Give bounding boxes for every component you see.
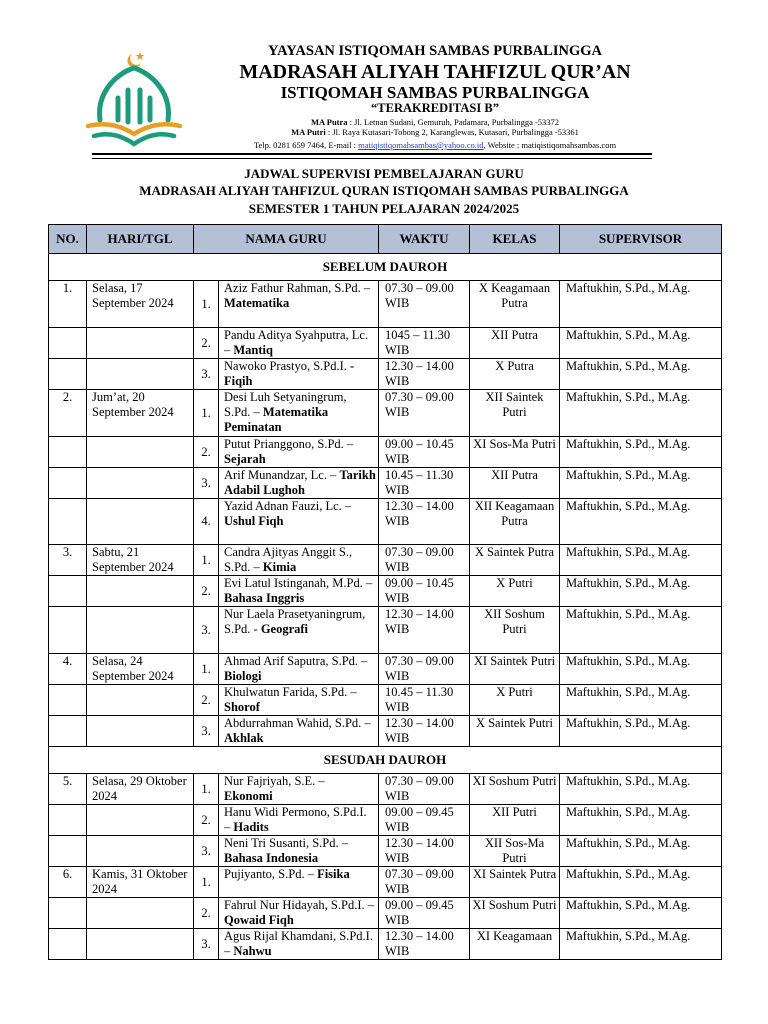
day-number-cell: 3.	[49, 545, 87, 576]
supervisor-cell: Maftukhin, S.Pd., M.Ag.	[560, 359, 722, 390]
time-cell: 07.30 – 09.00 WIB	[379, 545, 470, 576]
class-cell: XI Soshum Putri	[470, 898, 560, 929]
teacher-cell	[219, 576, 379, 607]
class-cell: X Putri	[470, 685, 560, 716]
time-cell: 07.30 – 09.00 WIB	[379, 774, 470, 805]
day-date-cell: Sabtu, 21 September 2024	[87, 545, 194, 576]
supervisor-cell: Maftukhin, S.Pd., M.Ag.	[560, 499, 722, 545]
schedule-body	[49, 254, 722, 960]
subject-name: Matematika	[224, 296, 290, 310]
contact-suffix: , Website : matiqistiqomahsambas.com	[483, 140, 617, 150]
teacher-cell	[219, 836, 379, 867]
teacher-number-cell: 3.	[194, 836, 219, 867]
day-number-cell	[49, 685, 87, 716]
class-cell: XI Saintek Putra	[470, 867, 560, 898]
table-header-row	[49, 225, 722, 254]
teacher-name: Pujiyanto, S.Pd. –	[224, 867, 318, 881]
day-number-cell: 1.	[49, 281, 87, 328]
class-cell: XI Saintek Putri	[470, 654, 560, 685]
teacher-number-cell: 2.	[194, 685, 219, 716]
supervisor-cell: Maftukhin, S.Pd., M.Ag.	[560, 898, 722, 929]
subject-name: Akhlak	[224, 731, 264, 745]
subject-name: Kimia	[262, 560, 297, 574]
subject-name: Hadits	[233, 820, 269, 834]
header-guru: NAMA GURU	[194, 225, 379, 254]
contact-line	[200, 141, 670, 150]
teacher-number-cell: 4.	[194, 499, 219, 545]
section-row	[49, 747, 722, 774]
day-number-cell	[49, 836, 87, 867]
teacher-name: Putut Prianggono, S.Pd. –	[224, 437, 354, 451]
teacher-number-cell: 3.	[194, 929, 219, 960]
subject-name: Bahasa Indonesia	[224, 851, 319, 865]
time-cell: 09.00 – 10.45 WIB	[379, 437, 470, 468]
teacher-number-cell: 2.	[194, 328, 219, 359]
subject-name: Matematika Peminatan	[224, 405, 329, 434]
day-date-cell	[87, 437, 194, 468]
teacher-name: Abdurrahman Wahid, S.Pd. –	[224, 716, 371, 730]
teacher-cell	[219, 281, 379, 328]
day-date-cell	[87, 929, 194, 960]
teacher-name: Candra Ajityas Anggit S., S.Pd. –	[224, 545, 353, 574]
time-cell: 07.30 – 09.00 WIB	[379, 390, 470, 437]
class-cell: XI Keagamaan	[470, 929, 560, 960]
teacher-number-cell: 2.	[194, 898, 219, 929]
supervisor-cell: Maftukhin, S.Pd., M.Ag.	[560, 685, 722, 716]
time-cell: 07.30 – 09.00 WIB	[379, 654, 470, 685]
time-cell: 10.45 – 11.30 WIB	[379, 468, 470, 499]
time-cell: 09.00 – 09.45 WIB	[379, 805, 470, 836]
class-cell: XII Sos-Ma Putri	[470, 836, 560, 867]
day-date-cell: Kamis, 31 Oktober 2024	[87, 867, 194, 898]
teacher-name: Nur Laela Prasetyaningrum, S.Pd. -	[224, 607, 366, 636]
supervisor-cell: Maftukhin, S.Pd., M.Ag.	[560, 468, 722, 499]
day-date-cell	[87, 836, 194, 867]
section-row	[49, 254, 722, 281]
day-date-cell	[87, 328, 194, 359]
teacher-name: Khulwatun Farida, S.Pd. –	[224, 685, 357, 699]
time-cell: 12.30 – 14.00 WIB	[379, 929, 470, 960]
header-no: NO.	[49, 225, 87, 254]
supervisor-cell: Maftukhin, S.Pd., M.Ag.	[560, 281, 722, 328]
teacher-number-cell: 1.	[194, 867, 219, 898]
supervisor-cell: Maftukhin, S.Pd., M.Ag.	[560, 437, 722, 468]
teacher-name: Nur Fajriyah, S.E. –	[224, 774, 325, 788]
subject-name: Ushul Fiqh	[224, 514, 284, 528]
table-row	[49, 328, 722, 359]
table-row	[49, 607, 722, 654]
day-date-cell	[87, 576, 194, 607]
day-date-cell	[87, 607, 194, 654]
time-cell: 12.30 – 14.00 WIB	[379, 716, 470, 747]
day-date-cell: Selasa, 29 Oktober 2024	[87, 774, 194, 805]
putra-address: : Jl. Letnan Sudani, Gemuruh, Padamara, Purbalingga -53372	[347, 117, 560, 127]
contact-prefix: Telp. 0281 659 7464, E-mail :	[253, 140, 359, 150]
teacher-name: Arif Munandzar, Lc. –	[224, 468, 340, 482]
teacher-name: Aziz Fathur Rahman, S.Pd. –	[224, 281, 371, 295]
table-row	[49, 390, 722, 437]
teacher-number-cell: 3.	[194, 607, 219, 654]
teacher-number-cell: 1.	[194, 654, 219, 685]
teacher-cell	[219, 774, 379, 805]
subject-name: - Fiqih	[224, 359, 355, 388]
table-row	[49, 576, 722, 607]
header-supervisor: SUPERVISOR	[560, 225, 722, 254]
teacher-name: Fahrul Nur Hidayah, S.Pd.I. –	[224, 898, 374, 912]
class-cell: XII Soshum Putri	[470, 607, 560, 654]
supervisor-cell: Maftukhin, S.Pd., M.Ag.	[560, 774, 722, 805]
teacher-cell	[219, 390, 379, 437]
supervisor-cell: Maftukhin, S.Pd., M.Ag.	[560, 390, 722, 437]
table-row	[49, 468, 722, 499]
day-date-cell	[87, 898, 194, 929]
class-cell: XII Putra	[470, 468, 560, 499]
day-date-cell: Jum’at, 20 September 2024	[87, 390, 194, 437]
teacher-cell	[219, 607, 379, 654]
subject-name: Sejarah	[224, 452, 266, 466]
day-date-cell	[87, 716, 194, 747]
mosque-icon	[100, 68, 169, 122]
class-cell: X Putra	[470, 359, 560, 390]
teacher-number-cell: 1.	[194, 774, 219, 805]
teacher-number-cell: 1.	[194, 545, 219, 576]
table-row	[49, 867, 722, 898]
class-cell: X Saintek Putra	[470, 545, 560, 576]
teacher-cell	[219, 359, 379, 390]
letterhead-rule-thin	[92, 158, 652, 159]
day-date-cell	[87, 805, 194, 836]
section-label: SESUDAH DAUROH	[49, 747, 722, 774]
time-cell: 10.45 – 11.30 WIB	[379, 685, 470, 716]
teacher-name: Yazid Adnan Fauzi, Lc. –	[224, 499, 352, 513]
day-number-cell	[49, 716, 87, 747]
table-row	[49, 654, 722, 685]
subject-name: Ekonomi	[224, 789, 273, 803]
table-row	[49, 836, 722, 867]
supervisor-cell: Maftukhin, S.Pd., M.Ag.	[560, 545, 722, 576]
teacher-name: Desi Luh Setyaningrum, S.Pd. –	[224, 390, 347, 419]
teacher-cell	[219, 468, 379, 499]
subject-name: Mantiq	[233, 343, 273, 357]
teacher-cell	[219, 499, 379, 545]
class-cell: X Keagamaan Putra	[470, 281, 560, 328]
day-date-cell	[87, 685, 194, 716]
crescent-star-icon	[127, 52, 144, 68]
class-cell: X Saintek Putri	[470, 716, 560, 747]
table-row	[49, 774, 722, 805]
teacher-cell	[219, 898, 379, 929]
teacher-cell	[219, 545, 379, 576]
supervisor-cell: Maftukhin, S.Pd., M.Ag.	[560, 716, 722, 747]
class-cell: XII Keagamaan Putra	[470, 499, 560, 545]
teacher-name: Neni Tri Susanti, S.Pd. –	[224, 836, 348, 850]
day-number-cell: 6.	[49, 867, 87, 898]
day-number-cell	[49, 328, 87, 359]
time-cell: 07.30 – 09.00 WIB	[379, 281, 470, 328]
school-name: MADRASAH ALIYAH TAHFIZUL QUR’AN	[239, 61, 631, 83]
time-cell: 1045 – 11.30 WIB	[379, 328, 470, 359]
day-number-cell	[49, 499, 87, 545]
teacher-number-cell: 1.	[194, 281, 219, 328]
putra-label: MA Putra	[310, 117, 348, 127]
time-cell: 12.30 – 14.00 WIB	[379, 836, 470, 867]
putra-address-line	[200, 118, 670, 127]
subject-name: Fisika	[317, 867, 350, 881]
table-row	[49, 805, 722, 836]
supervisor-cell: Maftukhin, S.Pd., M.Ag.	[560, 805, 722, 836]
table-row	[49, 437, 722, 468]
header-hari: HARI/TGL	[87, 225, 194, 254]
day-number-cell: 4.	[49, 654, 87, 685]
day-date-cell	[87, 359, 194, 390]
teacher-cell	[219, 685, 379, 716]
class-cell: XI Soshum Putri	[470, 774, 560, 805]
subject-name: Qowaid Fiqh	[224, 913, 294, 927]
header-kelas: KELAS	[470, 225, 560, 254]
day-date-cell	[87, 468, 194, 499]
day-number-cell	[49, 576, 87, 607]
teacher-name: Evi Latul Istinganah, M.Pd. –	[224, 576, 373, 590]
day-number-cell: 2.	[49, 390, 87, 437]
subject-name: Nahwu	[233, 944, 272, 958]
day-number-cell	[49, 805, 87, 836]
teacher-cell	[219, 805, 379, 836]
teacher-name: Ahmad Arif Saputra, S.Pd. –	[224, 654, 368, 668]
email-link[interactable]: matiqistiqomahsambas@yahoo.co.id	[358, 140, 484, 150]
day-number-cell	[49, 898, 87, 929]
subject-name: Tarikh Adabil Lughoh	[224, 468, 376, 497]
time-cell: 12.30 – 14.00 WIB	[379, 499, 470, 545]
time-cell: 09.00 – 09.45 WIB	[379, 898, 470, 929]
day-number-cell: 5.	[49, 774, 87, 805]
supervisor-cell: Maftukhin, S.Pd., M.Ag.	[560, 867, 722, 898]
day-date-cell: Selasa, 24 September 2024	[87, 654, 194, 685]
section-label: SEBELUM DAUROH	[49, 254, 722, 281]
table-row	[49, 545, 722, 576]
schedule-table	[48, 224, 722, 960]
subject-name: Biologi	[224, 669, 262, 683]
day-number-cell	[49, 607, 87, 654]
time-cell: 09.00 – 10.45 WIB	[379, 576, 470, 607]
teacher-cell	[219, 716, 379, 747]
putri-address-line	[200, 128, 670, 137]
day-number-cell	[49, 437, 87, 468]
letterhead-rule-thick	[92, 153, 652, 155]
teacher-number-cell: 2.	[194, 576, 219, 607]
teacher-name: Hanu Widi Permono, S.Pd.I. –	[224, 805, 367, 834]
time-cell: 12.30 – 14.00 WIB	[379, 607, 470, 654]
teacher-name: Agus Rijal Khamdani, S.Pd.I. –	[224, 929, 373, 958]
day-date-cell: Selasa, 17 September 2024	[87, 281, 194, 328]
teacher-number-cell: 1.	[194, 390, 219, 437]
class-cell: XII Saintek Putri	[470, 390, 560, 437]
school-logo	[82, 50, 186, 148]
school-location: ISTIQOMAH SAMBAS PURBALINGGA	[280, 83, 590, 102]
header-waktu: WAKTU	[379, 225, 470, 254]
subject-name: Geografi	[260, 622, 309, 636]
supervisor-cell: Maftukhin, S.Pd., M.Ag.	[560, 607, 722, 654]
table-row	[49, 281, 722, 328]
table-row	[49, 929, 722, 960]
accreditation: “TERAKREDITASI B”	[371, 101, 499, 115]
putri-label: MA Putri	[291, 127, 326, 137]
teacher-name: Nawoko Prastyo, S.Pd.I.	[224, 359, 351, 373]
table-row	[49, 685, 722, 716]
class-cell: XI Sos-Ma Putri	[470, 437, 560, 468]
day-number-cell	[49, 929, 87, 960]
subject-name: Bahasa Inggris	[224, 591, 305, 605]
class-cell: XII Putri	[470, 805, 560, 836]
table-row	[49, 359, 722, 390]
teacher-number-cell: 3.	[194, 359, 219, 390]
time-cell: 07.30 – 09.00 WIB	[379, 867, 470, 898]
teacher-cell	[219, 437, 379, 468]
class-cell: X Putri	[470, 576, 560, 607]
teacher-cell	[219, 654, 379, 685]
table-row	[49, 716, 722, 747]
teacher-number-cell: 2.	[194, 805, 219, 836]
teacher-number-cell: 3.	[194, 716, 219, 747]
subject-name: Shorof	[224, 700, 260, 714]
teacher-cell	[219, 929, 379, 960]
teacher-name: Pandu Aditya Syahputra, Lc. –	[224, 328, 369, 357]
document-title: JADWAL SUPERVISI PEMBELAJARAN GURU	[244, 166, 524, 181]
teacher-cell	[219, 867, 379, 898]
day-date-cell	[87, 499, 194, 545]
supervisor-cell: Maftukhin, S.Pd., M.Ag.	[560, 654, 722, 685]
open-book-icon	[88, 124, 180, 144]
supervisor-cell: Maftukhin, S.Pd., M.Ag.	[560, 328, 722, 359]
teacher-number-cell: 3.	[194, 468, 219, 499]
foundation-name: YAYASAN ISTIQOMAH SAMBAS PURBALINGGA	[268, 43, 602, 59]
putri-address: : Jl. Raya Kutasari-Tobong 2, Karanglewas, Kutasari, Purbalingga -53361	[325, 127, 579, 137]
teacher-number-cell: 2.	[194, 437, 219, 468]
class-cell: XII Putra	[470, 328, 560, 359]
document-semester: SEMESTER 1 TAHUN PELAJARAN 2024/2025	[248, 201, 520, 216]
teacher-cell	[219, 328, 379, 359]
day-number-cell	[49, 359, 87, 390]
table-row	[49, 898, 722, 929]
day-number-cell	[49, 468, 87, 499]
supervisor-cell: Maftukhin, S.Pd., M.Ag.	[560, 836, 722, 867]
supervisor-cell: Maftukhin, S.Pd., M.Ag.	[560, 929, 722, 960]
table-row	[49, 499, 722, 545]
time-cell: 12.30 – 14.00 WIB	[379, 359, 470, 390]
supervisor-cell: Maftukhin, S.Pd., M.Ag.	[560, 576, 722, 607]
document-subtitle: MADRASAH ALIYAH TAHFIZUL QURAN ISTIQOMAH SAMBAS PURBALINGGA	[139, 183, 629, 198]
